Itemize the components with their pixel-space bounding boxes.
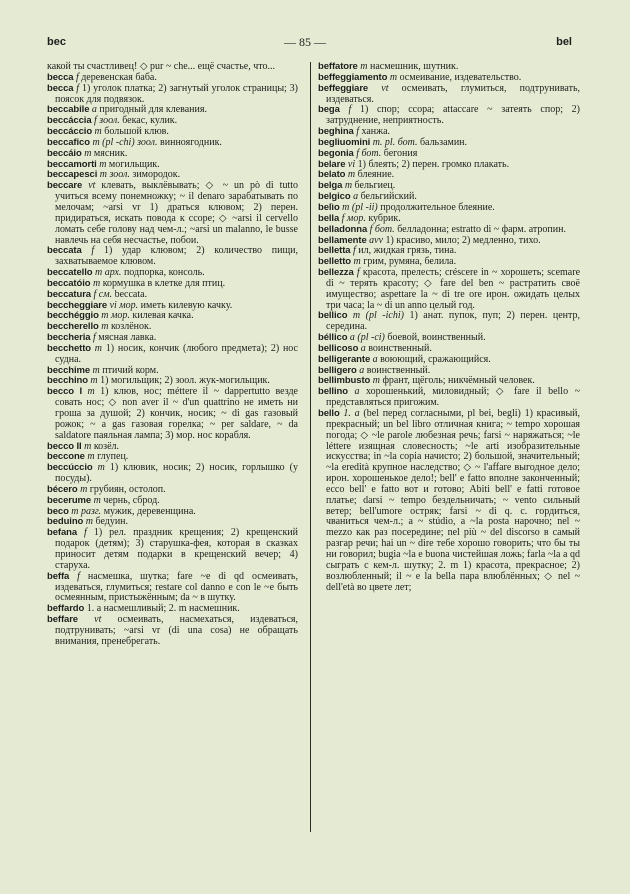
- dictionary-entry: [47, 246, 298, 268]
- grammar-label: f: [84, 527, 87, 539]
- page-number: — 85 —: [284, 35, 326, 49]
- definition: 1) анат. пупок, пуп; 2) перен. центр, середина.: [326, 310, 581, 333]
- definition: пригодный для клевания.: [99, 104, 207, 116]
- grammar-label: m: [87, 386, 95, 398]
- grammar-label: a: [354, 386, 360, 398]
- headword: begliuomini: [318, 136, 371, 148]
- definition: глупец.: [97, 451, 129, 463]
- grammar-label: m: [92, 364, 100, 376]
- headword: belletto: [318, 256, 351, 268]
- definition: 1) красиво, мило; 2) медленно, тихо.: [385, 234, 541, 246]
- definition: ханжа.: [361, 126, 391, 138]
- grammar-label: m: [99, 158, 107, 170]
- headword: becca: [47, 71, 74, 83]
- headword: bellico: [318, 310, 348, 322]
- grammar-label: m: [92, 277, 101, 289]
- definition: бегония: [383, 147, 418, 159]
- headword: belare: [318, 158, 346, 170]
- grammar-label: avv: [369, 234, 384, 246]
- definition: козлёнок.: [110, 321, 152, 333]
- headword: beccabile: [47, 104, 90, 116]
- grammar-label: m: [101, 321, 109, 333]
- headword: beccatello: [47, 267, 93, 279]
- dictionary-entry: [47, 615, 298, 648]
- headword: belgico: [318, 191, 351, 203]
- dictionary-entry: [47, 572, 298, 605]
- definition: воюющий, сражающийся.: [380, 353, 491, 365]
- definition: 1) могильщик; 2) зоол. жук-могильщик.: [100, 375, 270, 387]
- grammar-label: f: [75, 71, 79, 83]
- headword: bellimbusto: [318, 375, 371, 387]
- definition: (bel перед согласными, pl bei, begli) 1) красивый, прекрасный; un bel libro отличная книга; ~ tempo хорошая погода; ◇ ~le parole любезная речь; farsi ~ наряжаться; ~le léttere изящная словесность; ~le arti изобразительные искусства; in ~la copia начисто; 2) большой, значительный; ~la eredità крупное наследство; ◇ ~ l'affare выгодное дело; ирон. хорошенькое дело!; bell' e fatto вполне законченный; ecco bell' e fatto вот и готово; Abiti bell' e fatti готовое платье; darsi ~ tempo бездельничать; ~ vento сильный ветер; bell'umore остряк; farsi ~ di q. c. гордиться, чваниться чем-л.; a ~ stúdio, a ~la posta нарочно; nel ~ mezzo как раз посередине; nel più ~ del discorso в самый разгар речи; hai un ~ dire тебе хорошо говорить; что бы ты ни говорил; bugia ~la e buona чистейшая ложь; farla ~la a qd сыграть с кем-л. шутку; 2. m 1) красота, прекрасное; 2) возлюбленный; il ~ e la bella пара влюблённых; ◇ nel ~ dell'età во цвете лет;: [326, 408, 581, 593]
- definition: осмеивать, глумиться, подтрунивать, издеваться.: [326, 82, 581, 105]
- grammar-label: m: [87, 451, 95, 463]
- grammar-label: m: [94, 342, 102, 354]
- grammar-label: a: [91, 104, 97, 116]
- definition: осмеивание, издевательство.: [399, 71, 522, 83]
- headword: beduino: [47, 516, 84, 528]
- definition: блеяние.: [357, 169, 395, 181]
- headword: bellamente: [318, 234, 367, 246]
- definition: мужик, деревенщина.: [103, 505, 196, 517]
- grammar-label: vi мор.: [109, 299, 139, 311]
- definition: боевой, воинственный.: [387, 332, 486, 344]
- definition: продолжительное блеяние.: [380, 201, 495, 213]
- grammar-label: m. pl. бот.: [372, 136, 418, 148]
- grammar-label: m (pl -chi) зоол.: [92, 136, 158, 148]
- grammar-label: vt: [88, 180, 96, 192]
- definition: 1) клювик, носик; 2) носик, горлышко (у посуды).: [55, 462, 299, 485]
- definition: ил, жидкая грязь, тина.: [358, 245, 457, 257]
- grammar-label: f мор.: [341, 212, 366, 224]
- definition: большой клюв.: [104, 126, 169, 138]
- dictionary-entry: [318, 105, 580, 127]
- grammar-label: f бот.: [356, 147, 382, 159]
- definition: клевать, выклёвывать; ◇ ~ un pò di tutto учиться всему понемножку; ~ il denaro зарабатывать по мелочам; ~arsi vr 1) драться клювом; 2) перен. придираться, искать повода к ссоре; ◇ ~arsi il cervello ломать себе голову над чем-л.; ~arsi un malanno, le busse навлечь на себя несчастье, побои.: [55, 180, 299, 246]
- grammar-label: vi: [347, 158, 356, 170]
- headword: beccúccio: [47, 462, 93, 474]
- headword: belga: [318, 180, 343, 192]
- headword: beco: [47, 505, 69, 517]
- headword: beffardo: [47, 603, 85, 615]
- definition: кормушка в клетке для птиц.: [102, 277, 226, 289]
- headword: béllico: [318, 332, 348, 344]
- headword: beccamorti: [47, 158, 97, 170]
- grammar-label: m (pl -ichi): [352, 310, 404, 322]
- grammar-label: f: [76, 82, 80, 94]
- dictionary-entry: [318, 311, 580, 333]
- definition: винноягодник.: [160, 136, 222, 148]
- grammar-label: f: [356, 126, 359, 138]
- headword: bello: [318, 408, 340, 419]
- definition: 1) блеять; 2) перен. громко плакать.: [357, 158, 510, 170]
- headword: beffare: [47, 614, 78, 626]
- grammar-label: m (pl -ii): [342, 201, 378, 213]
- headword: beccata: [47, 245, 82, 257]
- definition: бедуин.: [95, 516, 129, 528]
- definition: бельгиец.: [354, 180, 396, 192]
- dictionary-entry: [318, 387, 580, 409]
- definition: грим, румяна, белила.: [363, 256, 457, 268]
- definition: белладонна; estratto di ~ фарм. атропин.: [397, 223, 566, 235]
- dictionary-entry: [318, 84, 580, 106]
- definition: чернь, сброд.: [103, 494, 160, 506]
- headword: beccheria: [47, 332, 91, 344]
- grammar-label: f: [92, 332, 96, 344]
- headword: beccáccio: [47, 126, 93, 138]
- headword: beffa: [47, 570, 70, 582]
- headword: belato: [318, 169, 346, 181]
- headword: beccheggiare: [47, 299, 108, 311]
- grammar-label: m: [80, 483, 88, 495]
- grammar-label: a: [372, 353, 378, 365]
- grammar-label: f: [356, 267, 360, 279]
- headword: beffatore: [318, 61, 358, 72]
- definition: красота, прелесть; créscere in ~ хорошеть; scemare di ~ терять красоту; ◇ fare del ben ~ растратить своё имущество; aspettare la ~ di tre ore ирон. ожидать целых три часа; la ~ di un anno целый год.: [326, 267, 581, 311]
- definition: деревенская баба.: [81, 71, 157, 83]
- grammar-label: vt: [94, 614, 102, 626]
- grammar-label: a (pl -ci): [349, 332, 385, 344]
- headword: bellino: [318, 386, 348, 398]
- definition: осмеивать, насмехаться, издеваться, подтрунивать; ~arsi vr (di una cosa) не обращать внимания, пренебрегать.: [55, 614, 299, 647]
- definition: воинственный.: [368, 342, 432, 354]
- headword: begonia: [318, 147, 354, 159]
- definition: грубиян, остолоп.: [89, 483, 166, 495]
- dictionary-entry: [47, 84, 298, 106]
- grammar-label: 1. a: [343, 408, 360, 419]
- headword: belìo: [318, 201, 340, 213]
- headword: bellicoso: [318, 342, 359, 354]
- headword: becco I: [47, 386, 82, 398]
- column-divider: [310, 62, 311, 832]
- definition: подпорка, консоль.: [123, 267, 205, 279]
- grammar-label: a: [359, 364, 365, 376]
- headword: beffeggiare: [318, 82, 369, 94]
- definition: бельгийский.: [360, 191, 417, 203]
- definition: иметь килевую качку.: [140, 299, 233, 311]
- definition: козёл.: [93, 440, 120, 452]
- headword: bellezza: [318, 267, 354, 279]
- definition: 1) удар клювом; 2) количество пищи, захватываемое клювом.: [55, 245, 299, 268]
- headword: becerume: [47, 494, 92, 506]
- grammar-label: m зоол.: [99, 169, 130, 181]
- headword: belladonna: [318, 223, 368, 235]
- grammar-label: m: [360, 61, 368, 72]
- running-head-last-word: bel: [556, 36, 572, 48]
- headword: beccone: [47, 451, 85, 463]
- grammar-label: f: [77, 570, 80, 582]
- headword: bella: [318, 212, 340, 224]
- definition: какой ты счастливец! ◇ pur ~ che... ещё счастье, что...: [47, 61, 275, 72]
- dictionary-entry: [47, 181, 298, 246]
- headword: beghina: [318, 126, 354, 138]
- dictionary-entry: [47, 387, 298, 441]
- definition: насмешка, шутка; fare ~e di qd осмеивать, издеваться, глумиться; restare col danno e con le ~e быть осмеянным, пристыжённым; da ~ в шутку.: [55, 570, 298, 604]
- definition: 1) клюв, нос; méttere il ~ dappertutto везде совать нос; ◇ non aver il ~ d'un quattrino не иметь ни гроша за душой; 2) кончик, носик; ~ di gas газовый рожок; ~ a gas газовая горелка; ~ per saldare, ~ da saldatore паяльная лампа; 3) мор. нос корабля.: [55, 386, 298, 441]
- definition: килевая качка.: [132, 310, 194, 322]
- definition: мясная лавка.: [98, 332, 157, 344]
- headword: becchetto: [47, 342, 91, 354]
- definition: 1) рел. праздник крещения; 2) крещенский подарок (детям); 3) старушка-фея, которая в сказках приносит детям подарки в крещенский вечер; 4) старуха.: [55, 527, 299, 571]
- headword: beccapesci: [47, 169, 98, 181]
- headword: becco II: [47, 440, 82, 452]
- definition: хорошенький, миловидный; ◇ fare il bello ~ представляться пригожим.: [326, 386, 581, 409]
- definition: бекас, кулик.: [122, 115, 178, 127]
- definition: мясник.: [93, 147, 128, 159]
- definition: 1. a насмешливый; 2. m насмешник.: [86, 603, 240, 615]
- headword: bécero: [47, 483, 78, 495]
- grammar-label: m: [94, 126, 102, 138]
- headword: becchéggio: [47, 310, 99, 322]
- grammar-label: vt: [381, 82, 389, 94]
- headword: beccherello: [47, 321, 99, 333]
- grammar-label: f см.: [93, 288, 113, 300]
- dictionary-entry: [318, 355, 580, 366]
- grammar-label: m: [344, 180, 353, 192]
- dictionary-entry: [47, 344, 298, 366]
- grammar-label: f: [352, 245, 356, 257]
- grammar-label: m: [353, 256, 361, 268]
- grammar-label: f: [91, 245, 95, 257]
- grammar-label: f: [348, 104, 352, 116]
- headword: beccafico: [47, 136, 90, 148]
- grammar-label: a: [360, 342, 366, 354]
- grammar-label: m арх.: [94, 267, 122, 279]
- definition: 1) носик, кончик (любого предмета); 2) нос судна.: [55, 342, 298, 365]
- dictionary-entry: [47, 528, 298, 571]
- grammar-label: f зоол.: [94, 115, 120, 127]
- grammar-label: a: [353, 191, 359, 203]
- left-column: [47, 62, 298, 648]
- headword: belligero: [318, 364, 357, 376]
- headword: becchino: [47, 375, 88, 387]
- definition: beccata.: [114, 288, 148, 300]
- headword: beccatóio: [47, 277, 91, 289]
- grammar-label: m: [84, 147, 92, 159]
- definition: кубрик.: [368, 212, 401, 224]
- definition: 1) спор; ссора; attaccare ~ затеять спор; 2) затруднение, неприятность.: [326, 104, 581, 127]
- headword: beccatura: [47, 288, 91, 300]
- headword: beccáccia: [47, 115, 92, 127]
- grammar-label: m: [97, 462, 105, 474]
- grammar-label: m: [93, 494, 101, 506]
- grammar-label: m: [84, 440, 92, 452]
- definition: бальзамин.: [419, 136, 468, 148]
- dictionary-entry: [47, 463, 298, 485]
- right-column: [318, 62, 580, 593]
- headword: beccare: [47, 180, 83, 192]
- grammar-label: m: [90, 375, 98, 387]
- grammar-label: m: [347, 169, 356, 181]
- headword: befana: [47, 527, 78, 539]
- headword: belletta: [318, 245, 351, 257]
- definition: насмешник, шутник.: [369, 61, 459, 72]
- dictionary-entry: [318, 409, 580, 593]
- grammar-label: m: [389, 71, 398, 83]
- running-head-first-word: bec: [47, 36, 66, 48]
- grammar-label: m: [372, 375, 380, 387]
- definition: 1) уголок платка; 2) загнутый уголок страницы; 3) поясок для подвязок.: [55, 82, 299, 105]
- headword: beffeggiamento: [318, 71, 388, 83]
- definition: франт, щёголь; никчёмный человек.: [382, 375, 535, 387]
- headword: beccáio: [47, 147, 82, 159]
- grammar-label: m: [85, 516, 93, 528]
- definition: могильщик.: [108, 158, 160, 170]
- headword: bega: [318, 104, 340, 116]
- dictionary-entry: [318, 268, 580, 311]
- grammar-label: m мор.: [101, 310, 130, 322]
- headword: becca: [47, 82, 74, 94]
- headword: belligerante: [318, 353, 371, 365]
- grammar-label: f бот.: [369, 223, 395, 235]
- headword: becchime: [47, 364, 91, 376]
- definition: воинственный.: [366, 364, 431, 376]
- definition: зимородок.: [132, 169, 181, 181]
- definition: птичий корм.: [102, 364, 159, 376]
- grammar-label: m разг.: [71, 505, 102, 517]
